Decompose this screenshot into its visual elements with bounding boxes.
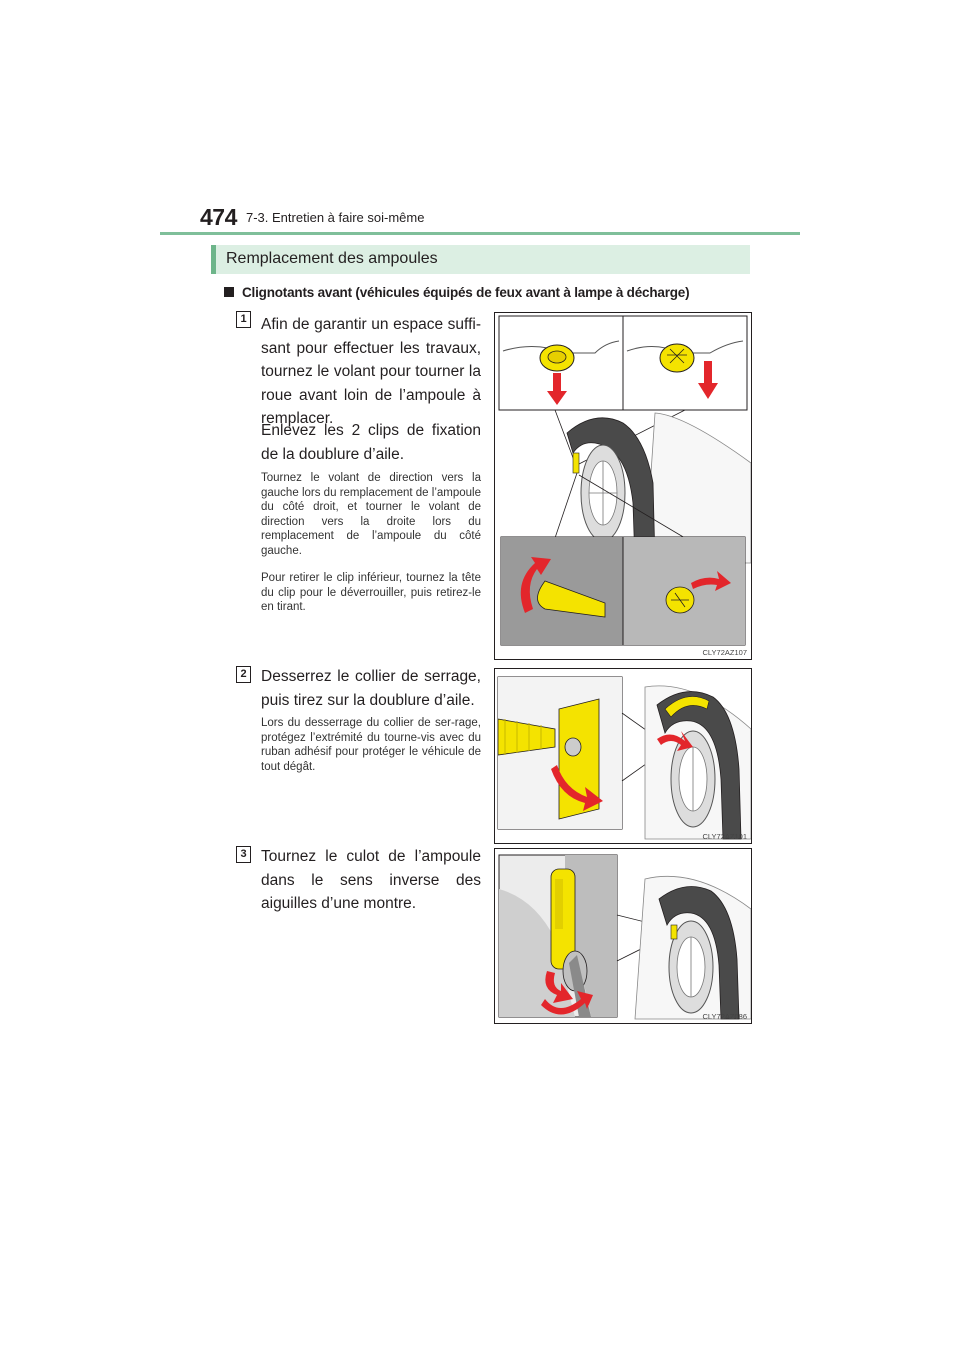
step-2-note-a: Lors du desserrage du collier de ser-rage, protégez l’extrémité du tourne-vis avec du ruban adhésif pour protéger le véhicule de tout dégât. bbox=[261, 717, 481, 773]
step-3-text-a: Tournez le culot de l’ampoule dans le sens inverse des aiguilles d’une montre. bbox=[261, 848, 481, 912]
section-bar bbox=[211, 245, 750, 274]
chapter-title: 7-3. Entretien à faire soi-même bbox=[246, 210, 425, 225]
step-1-text-b: Enlevez les 2 clips de fixation de la doublure d’aile. bbox=[261, 422, 481, 463]
square-bullet-icon bbox=[224, 287, 234, 297]
step-2-figure-code: CLY72AZ101 bbox=[702, 832, 747, 841]
step-3-figure-code: CLY72AZ086 bbox=[702, 1012, 747, 1021]
section-title: Remplacement des ampoules bbox=[226, 250, 438, 267]
step-1-badge: 1 bbox=[236, 311, 251, 328]
step-2-badge: 2 bbox=[236, 666, 251, 683]
step-1-text-a: Afin de garantir un espace suffi-sant pour effectuer les travaux, tournez le volant pour tourner la roue avant loin de l’ampoule à remplacer. bbox=[261, 316, 481, 427]
step-1-figure-code: CLY72AZ107 bbox=[702, 648, 747, 657]
step-1-note-b: Pour retirer le clip inférieur, tournez la tête du clip pour le déverrouiller, puis retirez-le en tirant. bbox=[261, 572, 481, 613]
page-number: 474 bbox=[200, 204, 237, 230]
header-rule bbox=[160, 232, 800, 235]
subheading-text: Clignotants avant (véhicules équipés de feux avant à lampe à décharge) bbox=[242, 285, 690, 300]
step-1-note-a: Tournez le volant de direction vers la gauche lors du remplacement de l’ampoule du côté droit, et tourner le volant de direction vers la droite lors du remplacement de l’ampoule du côté gauche. bbox=[261, 472, 481, 557]
step-2-figure bbox=[494, 668, 752, 844]
subheading bbox=[224, 285, 689, 300]
step-3-badge: 3 bbox=[236, 846, 251, 863]
step-3-figure bbox=[494, 848, 752, 1024]
step-2-text-a: Desserrez le collier de serrage, puis tirez sur la doublure d’aile. bbox=[261, 668, 481, 709]
step-1-figure bbox=[494, 312, 752, 660]
